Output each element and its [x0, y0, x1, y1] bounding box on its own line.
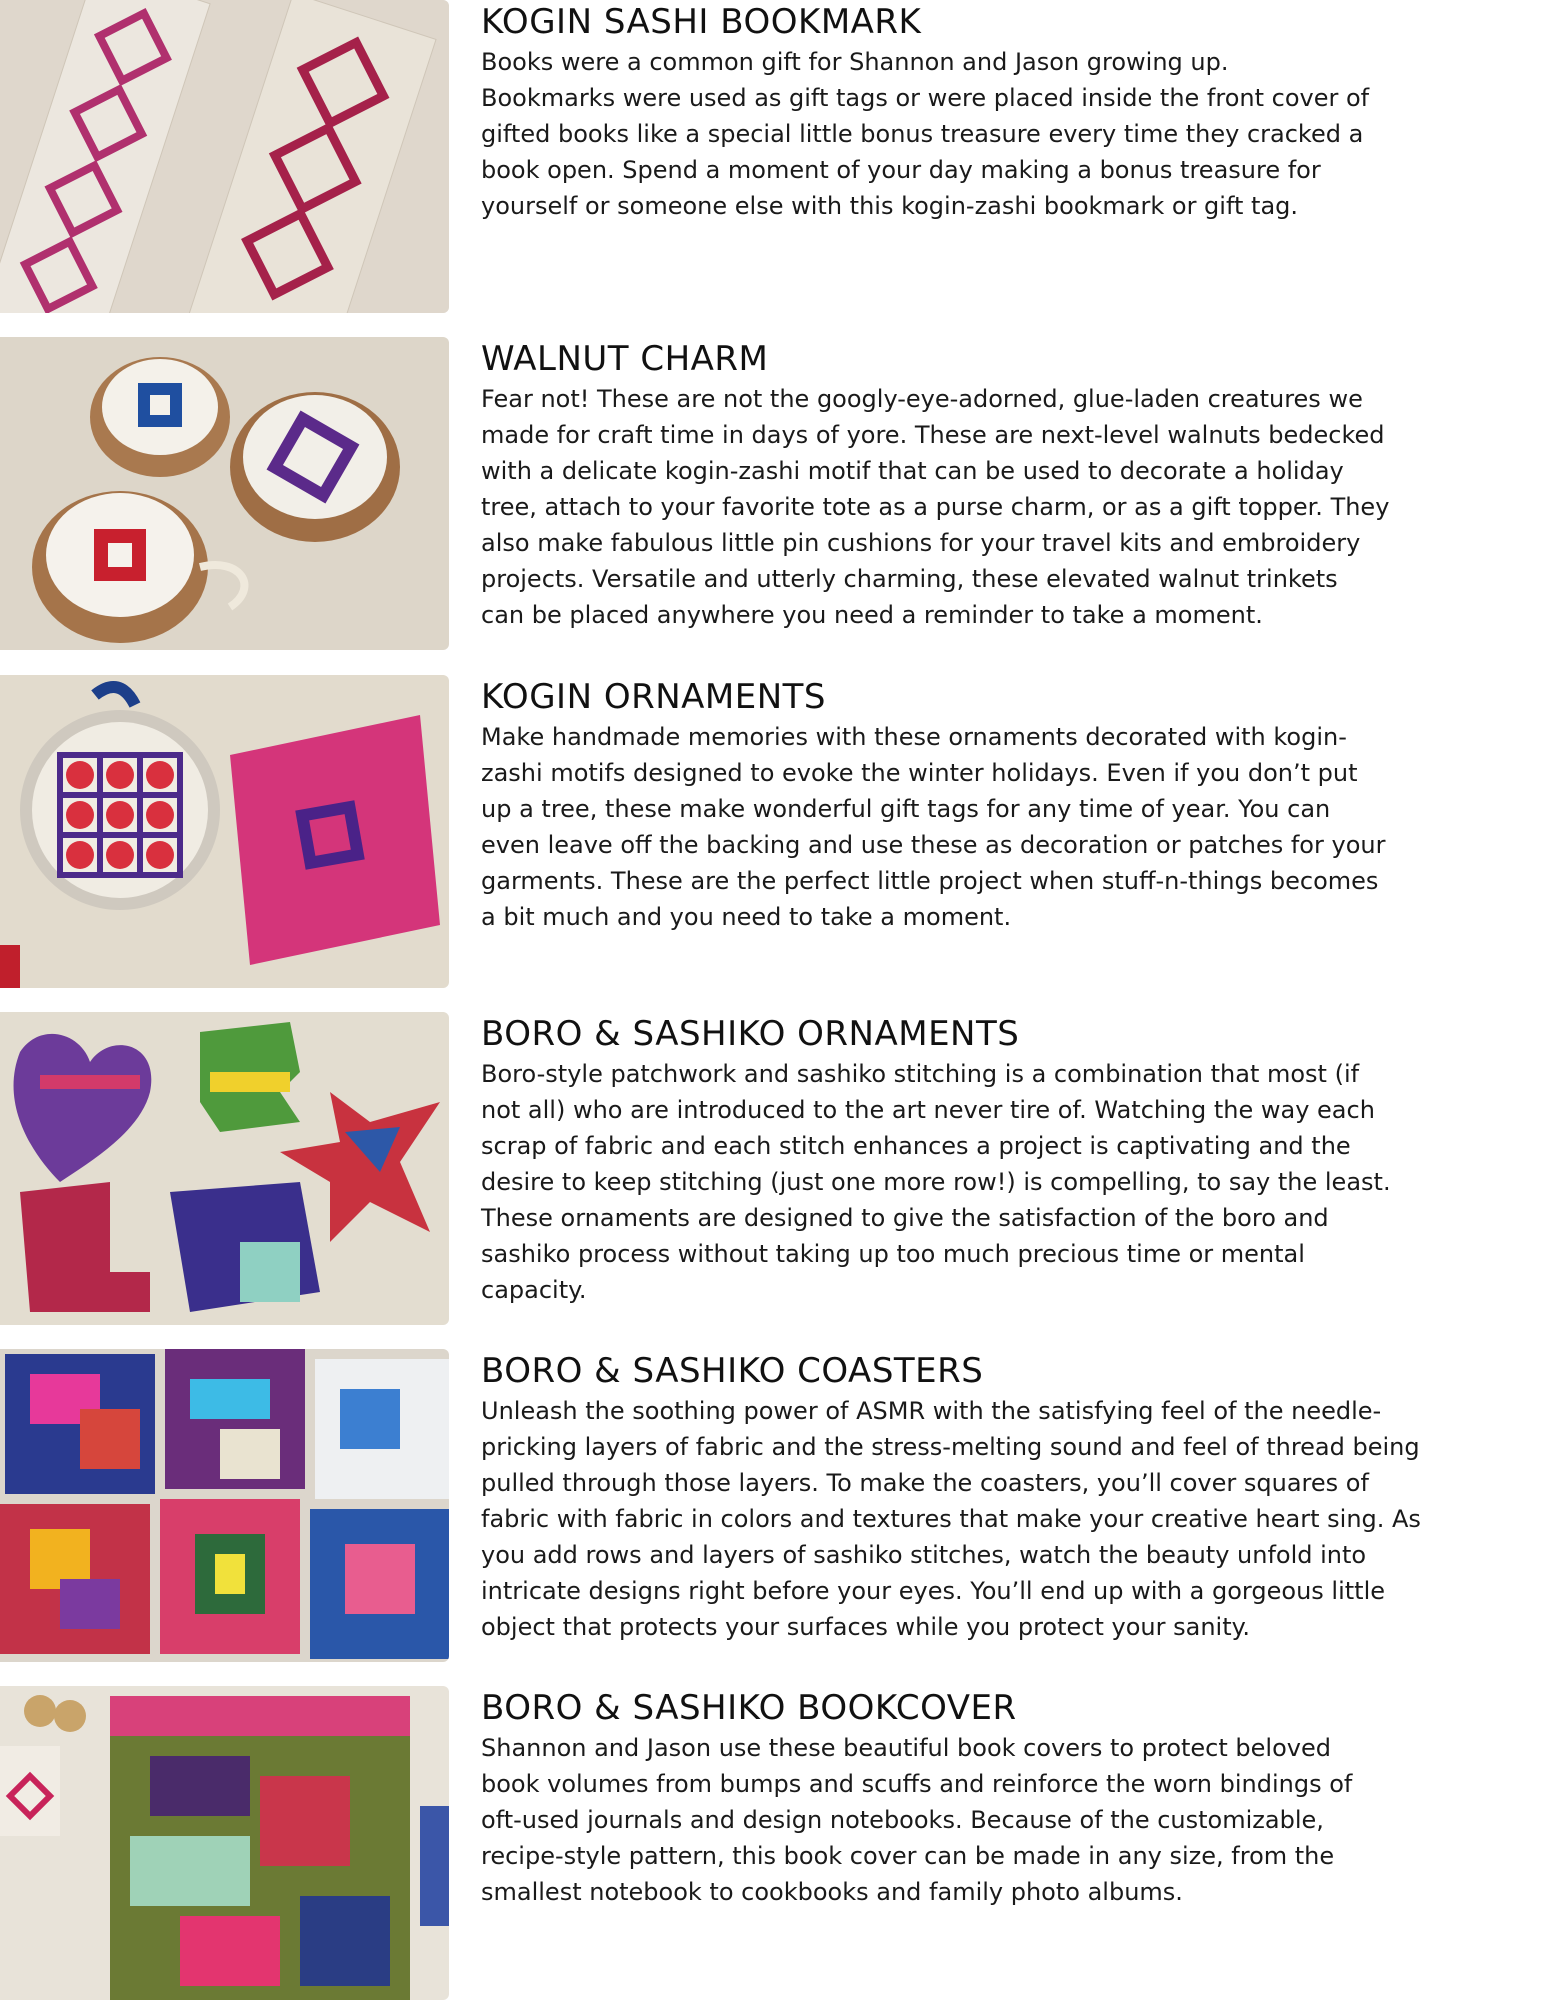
bookmark-photo-graphic	[0, 0, 449, 313]
section-title: BORO & SASHIKO COASTERS	[481, 1351, 984, 1391]
kogin-ornaments-photo	[0, 675, 449, 988]
section-description: Make handmade memories with these ornaments decorated with kogin- zashi motifs designed to evoke the winter holidays. Even if you don’t put up a tree, these make wonderful gift tags for any time of year. You can even leave off the backing and use these as decoration or patches for your garments. These are the perfect little project when stuff-n-things becomes a bit much and you need to take a moment.	[481, 723, 1386, 931]
section-description: Boro-style patchwork and sashiko stitching is a combination that most (if not all) who are introduced to the art never tire of. Watching the way each scrap of fabric and each stitch enhances a project is captivating and the desire to keep stitching (just one more row!) is compelling, to say the least. These ornaments are designed to give the satisfaction of the boro and sashiko process without taking up too much precious time or mental capacity.	[481, 1060, 1391, 1304]
bookcover-photo-graphic	[0, 1686, 449, 2000]
section-description: Fear not! These are not the googly-eye-adorned, glue-laden creatures we made for craft time in days of yore. These are next-level walnuts bedecked with a delicate kogin-zashi motif that can be used to decorate a holiday tree, attach to your favorite tote as a purse charm, or as a gift topper. They also make fabulous little pin cushions for your travel kits and embroidery projects. Versatile and utterly charming, these elevated walnut trinkets can be placed anywhere you need a reminder to take a moment.	[481, 385, 1390, 629]
bookcover-photo	[0, 1686, 449, 2000]
coasters-photo	[0, 1349, 449, 1662]
boro-ornaments-photo	[0, 1012, 449, 1325]
coasters-photo-graphic	[0, 1349, 449, 1662]
section-title: KOGIN ORNAMENTS	[481, 677, 826, 717]
boro-ornaments-photo-graphic	[0, 1012, 449, 1325]
walnut-charm-photo-graphic	[0, 337, 449, 650]
section-description: Shannon and Jason use these beautiful book covers to protect beloved book volumes from bumps and scuffs and reinforce the worn bindings of oft-used journals and design notebooks. Because of the customizable, recipe-style pattern, this book cover can be made in any size, from the smallest notebook to cookbooks and family photo albums.	[481, 1734, 1353, 1906]
section-description: Unleash the soothing power of ASMR with the satisfying feel of the needle- pricking layers of fabric and the stress-melting sound and feel of thread being pulled through those layers. To make the coasters, you’ll cover squares of fabric with fabric in colors and textures that make your creative heart sing. As you add rows and layers of sashiko stitches, watch the beauty unfold into intricate designs right before your eyes. You’ll end up with a gorgeous little object that protects your surfaces while you protect your sanity.	[481, 1397, 1421, 1641]
kogin-ornaments-photo-graphic	[0, 675, 449, 988]
section-title: KOGIN SASHI BOOKMARK	[481, 2, 922, 42]
section-title: BORO & SASHIKO BOOKCOVER	[481, 1688, 1017, 1728]
bookmark-photo	[0, 0, 449, 313]
section-title: BORO & SASHIKO ORNAMENTS	[481, 1014, 1020, 1054]
section-title: WALNUT CHARM	[481, 339, 769, 379]
walnut-charm-photo	[0, 337, 449, 650]
section-description: Books were a common gift for Shannon and Jason growing up. Bookmarks were used as gift tags or were placed inside the front cover of gifted books like a special little bonus treasure every time they cracked a book open. Spend a moment of your day making a bonus treasure for yourself or someone else with this kogin-zashi bookmark or gift tag.	[481, 48, 1370, 220]
